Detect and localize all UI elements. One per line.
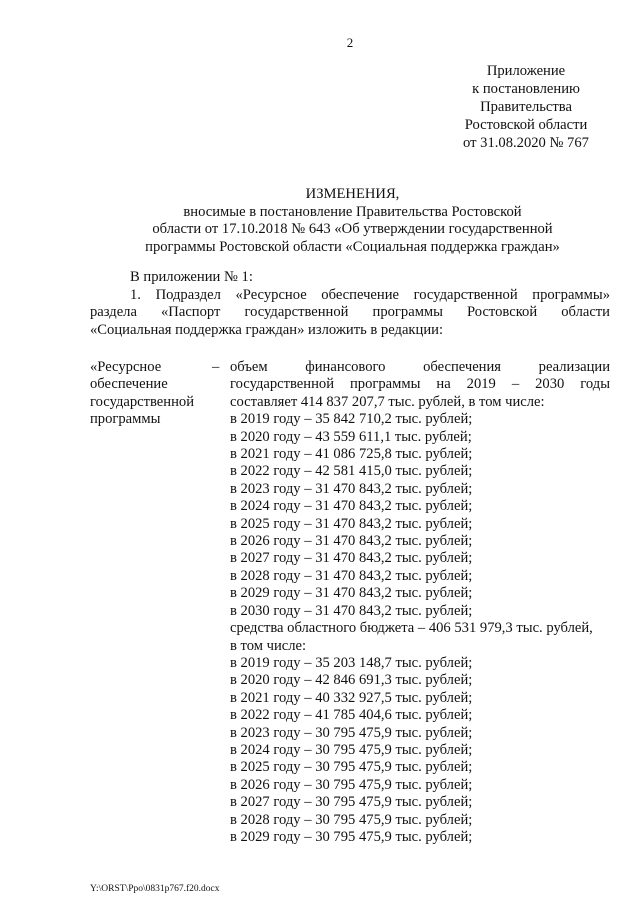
resource-intro-line: государственной программы на 2019 – 2030 годы xyxy=(230,376,610,393)
total-year-line: в 2026 году – 31 470 843,2 тыс. рублей; xyxy=(230,533,473,550)
regional-year-line: в 2029 году – 30 795 475,9 тыс. рублей; xyxy=(230,828,473,845)
total-year-line: в 2022 году – 42 581 415,0 тыс. рублей; xyxy=(230,463,473,480)
resource-label-line: государственной xyxy=(90,393,195,410)
title-heading: ИЗМЕНЕНИЯ, xyxy=(305,186,400,202)
page-number: 2 xyxy=(346,35,354,50)
paragraph-line: «Социальная поддержка граждан» изложить в редакции: xyxy=(90,321,443,338)
resource-label xyxy=(90,359,230,429)
resource-label-line: программы xyxy=(90,411,161,428)
regional-year-line: в 2026 году – 30 795 475,9 тыс. рублей; xyxy=(230,776,473,793)
regional-year-line: в 2021 году – 40 332 927,5 тыс. рублей; xyxy=(230,689,473,706)
regional-year-line: в 2024 году – 30 795 475,9 тыс. рублей; xyxy=(230,741,473,758)
paragraph-line: 1. Подраздел «Ресурсное обеспечение государственной программы» xyxy=(130,287,610,303)
regional-budget-line: средства областного бюджета – 406 531 979,3 тыс. рублей, xyxy=(230,620,593,637)
intro-line: В приложении № 1: xyxy=(130,269,253,285)
title-line: программы Ростовской области «Социальная поддержка граждан» xyxy=(145,238,560,255)
resource-label-line: обеспечение xyxy=(90,376,168,393)
total-year-line: в 2019 году – 35 842 710,2 тыс. рублей; xyxy=(230,411,473,428)
regional-year-line: в 2022 году – 41 785 404,6 тыс. рублей; xyxy=(230,707,473,724)
resource-label-line: «Ресурсное xyxy=(90,359,162,375)
regional-year-line: в 2027 году – 30 795 475,9 тыс. рублей; xyxy=(230,794,473,811)
regional-year-line: в 2025 году – 30 795 475,9 тыс. рублей; xyxy=(230,759,473,776)
appendix-date-line: от 31.08.2020 № 767 xyxy=(463,135,589,151)
title-line: области от 17.10.2018 № 643 «Об утверждении государственной xyxy=(152,221,553,238)
footer-file-path: Y:\ORST\Ppo\0831p767.f20.docx xyxy=(90,884,220,894)
resource-intro-line: составляет 414 837 207,7 тыс. рублей, в том числе: xyxy=(230,393,545,410)
total-year-line: в 2029 году – 31 470 843,2 тыс. рублей; xyxy=(230,585,473,602)
total-year-line: в 2030 году – 31 470 843,2 тыс. рублей; xyxy=(230,602,473,619)
regional-year-line: в 2019 году – 35 203 148,7 тыс. рублей; xyxy=(230,654,473,671)
regional-budget-line: в том числе: xyxy=(230,637,307,654)
appendix-line: Правительства xyxy=(480,99,572,115)
document-title xyxy=(60,186,640,256)
resource-body xyxy=(230,359,610,846)
appendix-line: к постановлению xyxy=(472,81,580,97)
regional-year-line: в 2023 году – 30 795 475,9 тыс. рублей; xyxy=(230,724,473,741)
total-year-line: в 2024 году – 31 470 843,2 тыс. рублей; xyxy=(230,498,473,515)
total-year-line: в 2023 году – 31 470 843,2 тыс. рублей; xyxy=(230,480,473,497)
total-year-line: в 2027 году – 31 470 843,2 тыс. рублей; xyxy=(230,550,473,567)
paragraph-1 xyxy=(90,287,610,339)
total-year-line: в 2025 году – 31 470 843,2 тыс. рублей; xyxy=(230,515,473,532)
regional-year-line: в 2020 году – 42 846 691,3 тыс. рублей; xyxy=(230,672,473,689)
appendix-line: Приложение xyxy=(486,63,566,79)
title-line: вносимые в постановление Правительства Ростовской xyxy=(183,203,522,220)
appendix-line: Ростовской области xyxy=(464,117,588,133)
total-year-line: в 2028 году – 31 470 843,2 тыс. рублей; xyxy=(230,567,473,584)
total-year-line: в 2020 году – 43 559 611,1 тыс. рублей; xyxy=(230,428,472,445)
paragraph-line: раздела «Паспорт государственной программы Ростовской области xyxy=(90,304,610,321)
total-year-line: в 2021 году – 41 086 725,8 тыс. рублей; xyxy=(230,446,473,463)
resource-dash: – xyxy=(212,359,220,375)
regional-year-line: в 2028 году – 30 795 475,9 тыс. рублей; xyxy=(230,811,473,828)
appendix-header xyxy=(420,62,632,152)
resource-intro-line: объем финансового обеспечения реализации xyxy=(230,359,610,375)
